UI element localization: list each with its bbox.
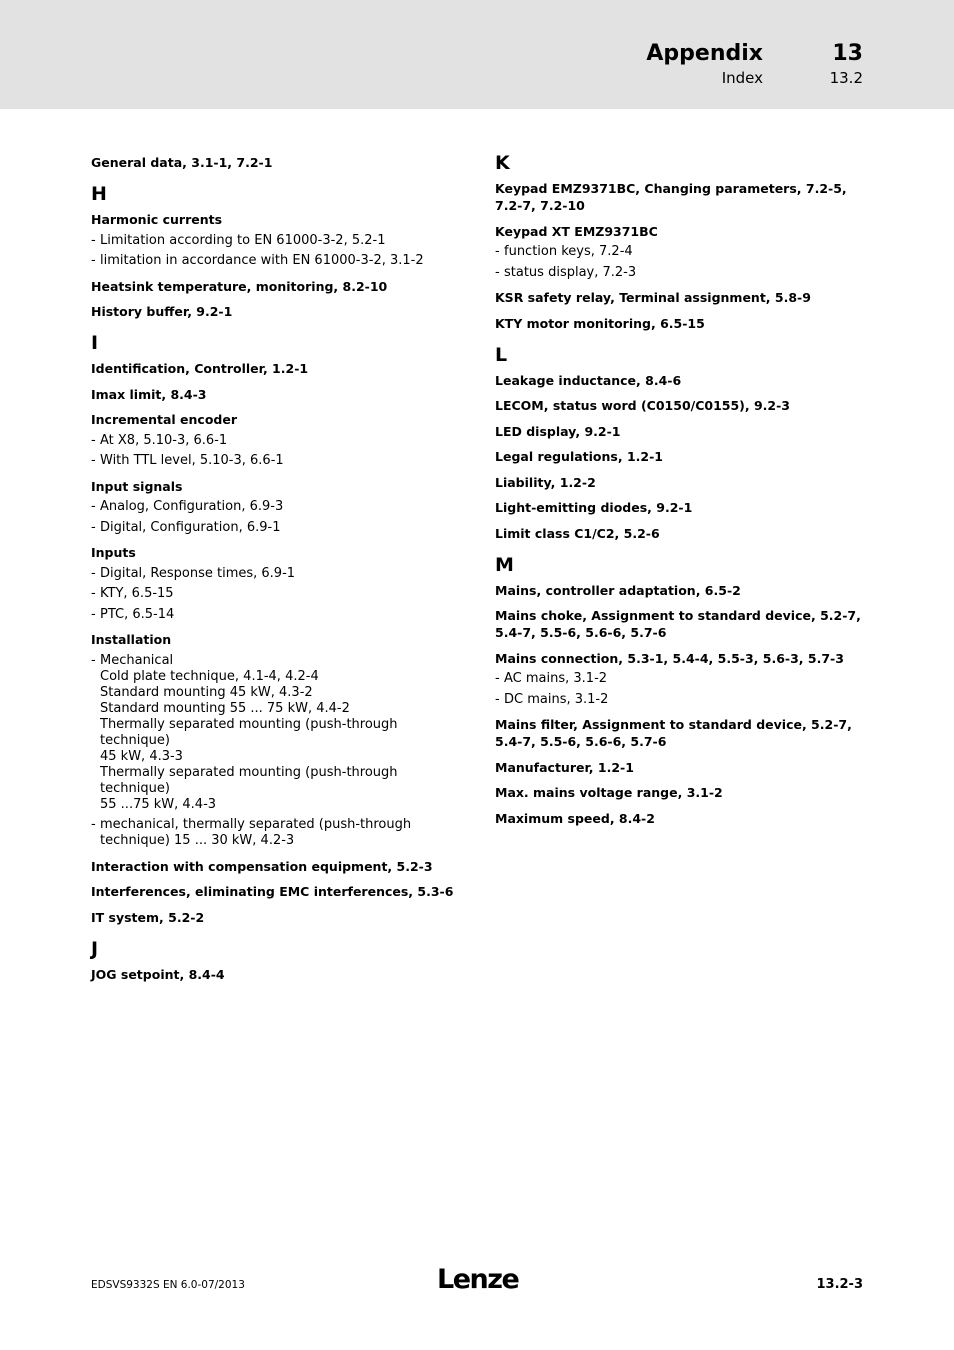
index-subentry-line: - Analog, Configuration, 6.9-3 (100, 499, 284, 514)
index-entry: KSR safety relay, Terminal assignment, 5.8-9 (495, 290, 811, 305)
section-number: 13.2 (829, 69, 863, 87)
index-subentry (91, 653, 466, 813)
index-subentry (495, 692, 870, 708)
index-subentry-line: 45 kW, 4.3-3 (100, 748, 183, 764)
index-entry: Interaction with compensation equipment, 5.2-3 (91, 858, 433, 874)
index-subentry-line: Standard mounting 55 ... 75 kW, 4.4-2 (100, 700, 350, 716)
index-entry: JOG setpoint, 8.4-4 (91, 966, 225, 982)
index-subentry-line: - AC mains, 3.1-2 (504, 671, 608, 686)
index-subentry-line: technique) 15 ... 30 kW, 4.2-3 (100, 833, 295, 848)
index-subentry-line: - With TTL level, 5.10-3, 6.6-1 (100, 453, 284, 468)
index-entry: General data, 3.1-1, 7.2-1 (91, 155, 273, 170)
index-letter-heading: H (91, 183, 107, 205)
index-subentry-line: - Digital, Response times, 6.9-1 (100, 565, 296, 581)
index-entry: LED display, 9.2-1 (495, 423, 621, 439)
index-subentry-line: - Digital, Configuration, 6.9-1 (100, 519, 281, 535)
index-subentry (495, 671, 870, 687)
lenze-logo: Lenze (437, 1264, 519, 1295)
index-subentry (495, 244, 870, 260)
index-subentry-line: - At X8, 5.10-3, 6.6-1 (100, 432, 228, 448)
index-subentry (91, 586, 466, 602)
index-letter-heading: M (495, 553, 514, 576)
index-entry: KTY motor monitoring, 6.5-15 (495, 315, 705, 331)
index-entry: Heatsink temperature, monitoring, 8.2-10 (91, 278, 388, 294)
index-subentry-line: Thermally separated mounting (push-through technique) (100, 764, 398, 796)
index-entry: Maximum speed, 8.4-2 (495, 810, 655, 826)
index-letter-heading: I (91, 332, 99, 354)
chapter-title: Appendix (646, 41, 763, 66)
index-entry: Manufacturer, 1.2-1 (495, 759, 634, 775)
index-subentry (91, 499, 466, 515)
index-entry: Limit class C1/C2, 5.2-6 (495, 525, 660, 541)
index-column-right (495, 150, 870, 827)
index-subentry-line: - PTC, 6.5-14 (100, 606, 175, 622)
index-entry: Installation (91, 632, 172, 647)
index-subentry (91, 607, 466, 623)
index-entry: Mains choke, Assignment to standard device, 5.2-7, 5.4-7, 5.5-6, 5.6-6, 5.7-6 (495, 608, 861, 640)
index-entry: Identification, Controller, 1.2-1 (91, 361, 309, 376)
index-entry: Mains, controller adaptation, 6.5-2 (495, 582, 741, 598)
index-entry: Mains connection, 5.3-1, 5.4-4, 5.5-3, 5.6-3, 5.7-3 (495, 650, 844, 666)
index-entry: Interferences, eliminating EMC interferences, 5.3-6 (91, 884, 454, 899)
section-title: Index (721, 69, 763, 87)
index-letter-heading: L (495, 343, 508, 366)
index-subentry-line: Thermally separated mounting (push-through technique) (100, 716, 398, 748)
document-id: EDSVS9332S EN 6.0-07/2013 (91, 1279, 245, 1291)
index-subentry (91, 433, 466, 449)
index-entry: IT system, 5.2-2 (91, 909, 205, 925)
index-subentry-line: 55 ...75 kW, 4.4-3 (100, 796, 217, 812)
index-entry: Leakage inductance, 8.4-6 (495, 372, 682, 388)
index-subentry-line: - KTY, 6.5-15 (100, 586, 174, 601)
index-subentry (91, 817, 466, 849)
index-letter-heading: J (91, 937, 99, 960)
index-entry: Input signals (91, 478, 183, 494)
index-letter-heading: K (495, 152, 510, 174)
index-subentry-line: - Mechanical (100, 652, 174, 668)
index-subentry (91, 253, 466, 269)
index-subentry (91, 233, 466, 249)
index-entry: Harmonic currents (91, 212, 223, 227)
index-entry: Incremental encoder (91, 412, 238, 427)
chapter-number: 13 (832, 41, 863, 66)
index-subentry-line: - mechanical, thermally separated (push-through (100, 817, 412, 832)
index-subentry-line: - DC mains, 3.1-2 (504, 691, 609, 707)
index-subentry (91, 453, 466, 469)
index-entry: Imax limit, 8.4-3 (91, 386, 207, 402)
index-entry: History buffer, 9.2-1 (91, 304, 233, 319)
index-entry: Legal regulations, 1.2-1 (495, 449, 663, 464)
index-entry: Mains filter, Assignment to standard device, 5.2-7, 5.4-7, 5.5-6, 5.6-6, 5.7-6 (495, 717, 852, 749)
page-number: 13.2-3 (816, 1277, 863, 1292)
index-subentry-line: - limitation in accordance with EN 61000-3-2, 3.1-2 (100, 253, 424, 268)
index-subentry-line: - function keys, 7.2-4 (504, 244, 633, 259)
index-subentry-line: - Limitation according to EN 61000-3-2, 5.2-1 (100, 232, 386, 248)
index-subentry-line: Cold plate technique, 4.1-4, 4.2-4 (100, 668, 319, 684)
index-subentry (91, 566, 466, 582)
index-subentry-line: - status display, 7.2-3 (504, 264, 637, 280)
index-entry: Liability, 1.2-2 (495, 474, 596, 490)
page-header (0, 0, 954, 109)
index-column-left (91, 150, 466, 983)
index-entry: Max. mains voltage range, 3.1-2 (495, 785, 723, 800)
index-entry: Inputs (91, 545, 136, 560)
index-subentry (91, 520, 466, 536)
index-subentry (495, 265, 870, 281)
index-entry: Light-emitting diodes, 9.2-1 (495, 500, 693, 515)
index-entry: Keypad XT EMZ9371BC (495, 223, 658, 239)
index-entry: Keypad EMZ9371BC, Changing parameters, 7.2-5, 7.2-7, 7.2-10 (495, 181, 847, 213)
index-subentry-line: Standard mounting 45 kW, 4.3-2 (100, 684, 313, 700)
index-entry: LECOM, status word (C0150/C0155), 9.2-3 (495, 398, 791, 413)
